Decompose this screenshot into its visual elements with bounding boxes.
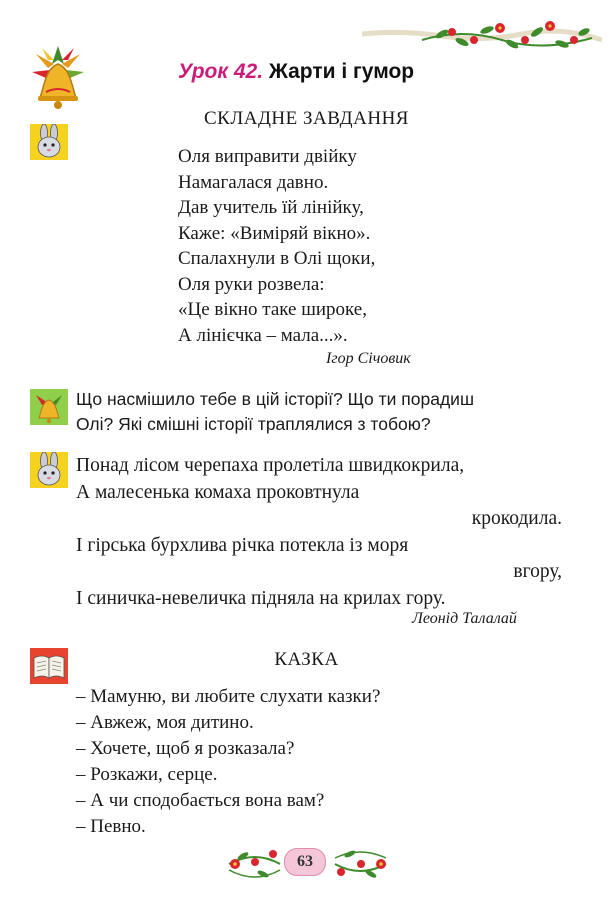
- poem-line: Намагалася давно.: [178, 171, 329, 193]
- poem2-line: Понад лісом черепаха пролетіла швидкокрила,: [76, 455, 465, 476]
- poem-line: Спалахнули в Олі щоки,: [178, 248, 376, 269]
- dialog-line: – Розкажи, серце.: [76, 764, 218, 785]
- poem-line: А лінієчка – мала...».: [178, 324, 348, 346]
- tale-title: КАЗКА: [274, 649, 339, 670]
- tale-dialog: [76, 684, 380, 840]
- bunny-reading-icon: [30, 124, 68, 160]
- question-line: Що насмішило тебе в цій історії? Що ти порадиш: [76, 389, 474, 409]
- bell-question-icon: [30, 389, 68, 425]
- bunny-reading-icon: [30, 452, 68, 488]
- poem2-line: І синичка-невеличка підняла на крилах гору.: [76, 587, 446, 609]
- dialog-line: – Певно.: [76, 816, 146, 837]
- poem-author: Ігор Січовик: [326, 350, 411, 367]
- poem-line: Оля руки розвела:: [178, 273, 325, 295]
- poem2-line: крокодила.: [471, 508, 562, 529]
- lesson-title: Жарти і гумор: [268, 60, 415, 83]
- question-block: [76, 387, 596, 436]
- poem-line: Каже: «Виміряй вікно».: [178, 222, 371, 244]
- dialog-line: – Хочете, щоб я розказала?: [76, 738, 295, 759]
- page-number: 63: [284, 848, 326, 876]
- dialog-line: – Мамуню, ви любите слухати казки?: [76, 686, 381, 707]
- dialog-line: – Авжеж, моя дитино.: [76, 712, 254, 733]
- poem2-author: Леонід Талалай: [412, 610, 517, 627]
- poem2-line: І гірська бурхлива річка потекла із моря: [76, 534, 409, 556]
- question-line: Олі? Які смішні історії траплялися з тобою?: [76, 413, 431, 434]
- dialog-line: – А чи сподобається вона вам?: [76, 790, 325, 811]
- bell-with-leaves-icon: [28, 42, 88, 118]
- poem2-line: А малесенька комаха проковтнула: [76, 481, 360, 503]
- poem-title: СКЛАДНЕ ЗАВДАННЯ: [204, 108, 409, 129]
- poem2-line: вгору,: [513, 561, 562, 582]
- poem-line: «Це вікно таке широке,: [178, 299, 367, 320]
- lesson-number: Урок 42.: [178, 60, 264, 83]
- poem-line: Дав учитель їй лінійку,: [178, 197, 364, 218]
- poem-line: Оля виправити двійку: [178, 146, 357, 167]
- poem-lines: [178, 144, 375, 348]
- header-floral-vine: [362, 10, 602, 62]
- lesson-heading: [178, 60, 414, 84]
- poem2-lines: [76, 453, 562, 612]
